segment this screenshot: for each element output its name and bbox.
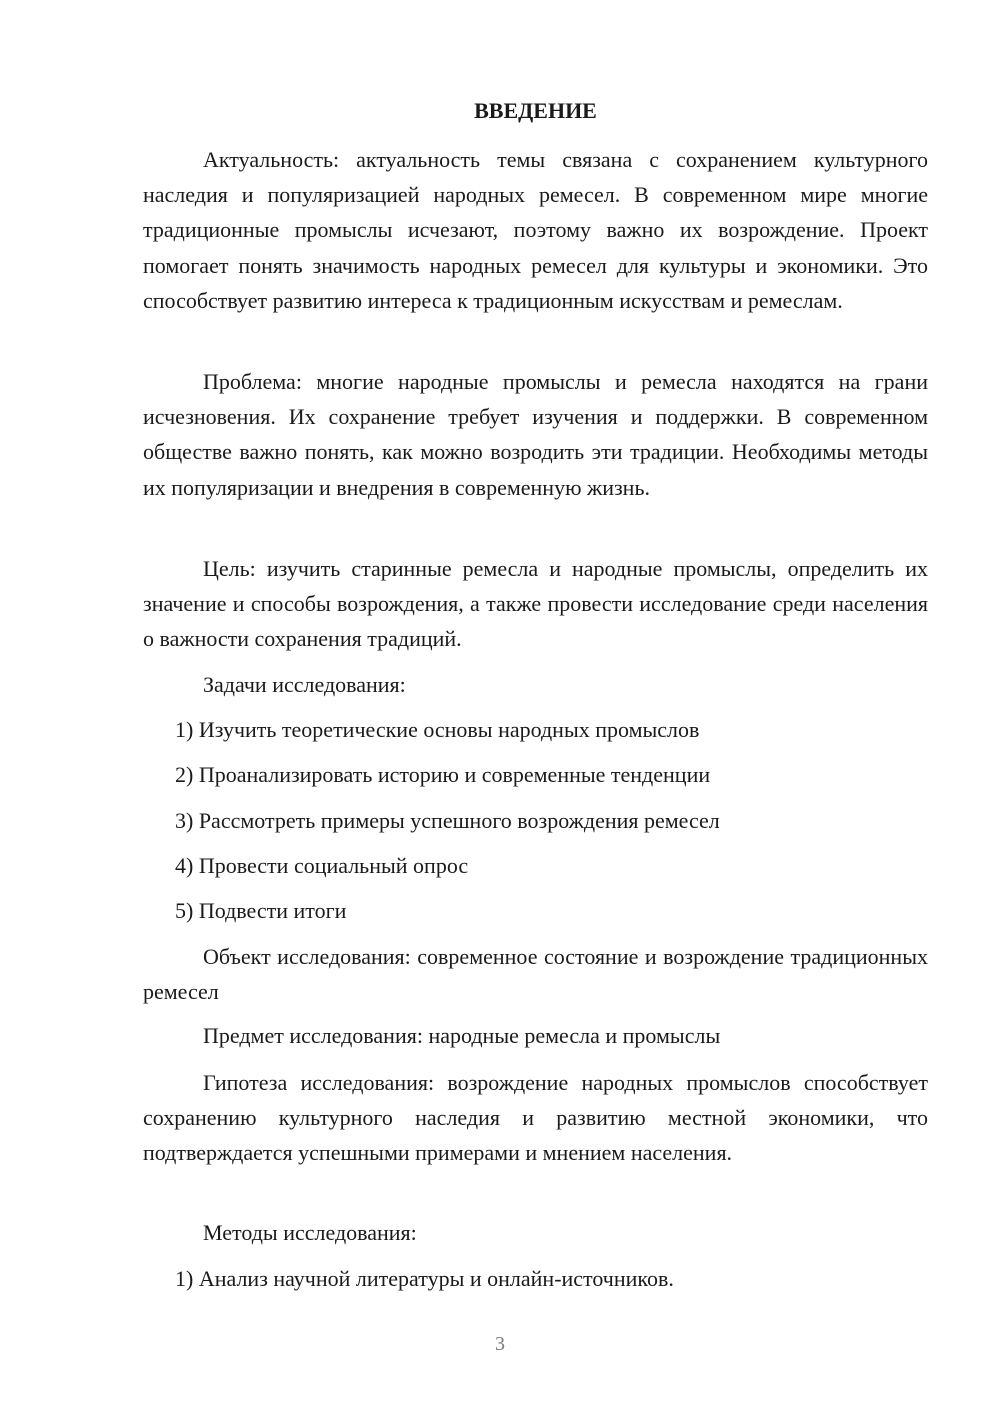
methods-heading: Методы исследования: xyxy=(203,1220,417,1245)
relevance-paragraph: Актуальность: актуальность темы связана с сохранением культурного наследия и популяризацией народных ремесел. В современном мире многие традиционные промыслы исчезают, поэтому важно их возрождение. Проект помогает понять значимость народных ремесел для культуры и экономики. Это способствует развитию интереса к традиционным искусствам и ремеслам. xyxy=(143,147,928,313)
object-paragraph: Объект исследования: современное состояние и возрождение традиционных ремесел xyxy=(143,944,928,1005)
problem-paragraph: Проблема: многие народные промыслы и ремесла находятся на грани исчезновения. Их сохранение требует изучения и поддержки. В современном обществе важно понять, как можно возродить эти традиции. Необходимы методы их популяризации и внедрения в современную жизнь. xyxy=(143,369,928,500)
task-item: 1) Изучить теоретические основы народных промыслов xyxy=(175,717,700,742)
task-item: 3) Рассмотреть примеры успешного возрождения ремесел xyxy=(175,808,720,833)
subject-paragraph: Предмет исследования: народные ремесла и промыслы xyxy=(203,1023,721,1048)
task-item: 2) Проанализировать историю и современные тенденции xyxy=(175,762,711,787)
method-item: 1) Анализ научной литературы и онлайн-источников. xyxy=(175,1266,674,1291)
goal-paragraph: Цель: изучить старинные ремесла и народные промыслы, определить их значение и способы возрождения, а также провести исследование среди населения о важности сохранения традиций. xyxy=(143,556,928,652)
page-number: 3 xyxy=(495,1333,505,1355)
task-item: 5) Подвести итоги xyxy=(175,898,347,923)
hypothesis-paragraph: Гипотеза исследования: возрождение народных промыслов способствует сохранению культурного наследия и развитию местной экономики, что подтверждается успешными примерами и мнением населения. xyxy=(143,1070,928,1166)
task-item: 4) Провести социальный опрос xyxy=(175,853,469,878)
tasks-heading: Задачи исследования: xyxy=(203,672,406,697)
section-title: ВВЕДЕНИЕ xyxy=(474,98,597,123)
